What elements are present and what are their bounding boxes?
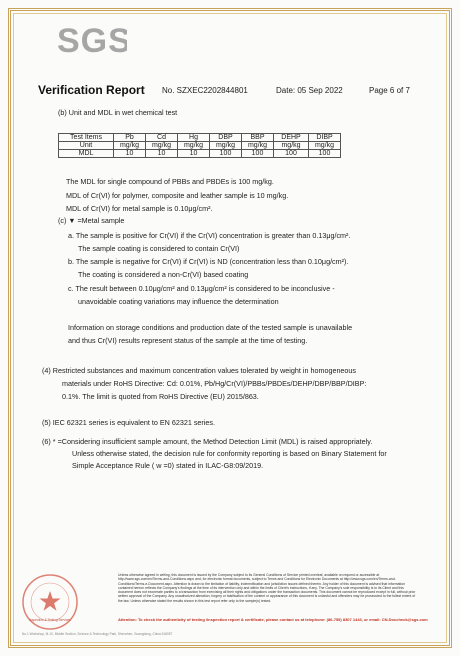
section-b-heading: (b) Unit and MDL in wet chemical test [58, 108, 178, 117]
table-row [59, 150, 341, 158]
table-cell: mg/kg [114, 142, 146, 150]
table-cell: 100 [242, 150, 274, 158]
table-row [59, 142, 341, 150]
section-c-item: unavoidable coating variations may influence the determination [78, 297, 279, 306]
table-cell: mg/kg [274, 142, 309, 150]
section-4-text: materials under RoHS Directive: Cd: 0.01%, Pb/Hg/Cr(VI)/PBBs/PBDEs/DEHP/DBP/BBP/DIBP: [62, 379, 367, 388]
section-c-item: c. The result between 0.10μg/cm² and 0.13μg/cm² is considered to be inconclusive - [68, 284, 335, 293]
info-note: Information on storage conditions and production date of the tested sample is unavailable [68, 323, 353, 332]
section-6-text: Unless otherwise stated, the decision rule for conformity reporting is based on Binary Statement for [72, 449, 387, 458]
svg-text:Inspection & Testing Services: Inspection & Testing Services [29, 618, 71, 622]
section-c-item: The coating is considered a non-Cr(VI) based coating [78, 270, 249, 279]
table-row [59, 134, 341, 142]
table-cell: 10 [146, 150, 178, 158]
section-4-text: (4) Restricted substances and maximum concentration values tolerated by weight in homogeneous [42, 366, 357, 375]
section-c-item: b. The sample is negative for Cr(VI) if Cr(VI) is ND (concentration less than 0.10μg/cm²). [68, 257, 349, 266]
table-cell: 100 [274, 150, 309, 158]
section-c-item: a. The sample is positive for Cr(VI) if the Cr(VI) concentration is greater than 0.13μg/cm². [68, 231, 351, 240]
svg-text:SGS: SGS [57, 22, 127, 56]
table-cell: Test Items [59, 134, 114, 142]
company-seal-stamp [20, 572, 80, 632]
table-cell: Hg [178, 134, 210, 142]
table-cell: DEHP [274, 134, 309, 142]
table-cell: 10 [114, 150, 146, 158]
table-cell: MDL [59, 150, 114, 158]
table-cell: Unit [59, 142, 114, 150]
info-note: and thus Cr(VI) results represent status of the sample at the time of testing. [68, 336, 308, 345]
mdl-note: MDL of Cr(VI) for polymer, composite and leather sample is 10 mg/kg. [66, 191, 289, 200]
section-6-text: (6) * =Considering insufficient sample amount, the Method Detection Limit (MDL) is raised appropriately. [42, 437, 373, 446]
footer-disclaimer: Unless otherwise agreed in writing, this document is issued by the Company subject to its General Conditions of Service printed overleaf, available on request or accessible at http://www.sgs.com/en/Terms-and-Conditions.aspx and, for electronic format documents, subject to Terms and Conditions for Electronic Documents at http://www.sgs.com/en/Terms-and-Conditions/Terms-e-Document.aspx. Attention is drawn to the limitation of liability, indemnification and jurisdiction issues defined therein. Any holder of this document is advised that information contained hereon reflects the Company's findings at the time of its intervention only and within the limits of Client's instructions, if any. The Company's sole responsibility is to its Client and this document does not exonerate parties to a transaction from exercising all their rights and obligations under the transaction documents. This document cannot be reproduced except in full, without prior written approval of the Company. Any unauthorized alteration, forgery or falsification of the content or appearance of this document is unlawful and offenders may be prosecuted to the fullest extent of the law. Unless otherwise stated the results shown in this test report refer only to the sample(s) tested. [118, 573, 416, 603]
report-number: No. SZXEC2202844801 [162, 86, 248, 95]
report-title: Verification Report [38, 83, 145, 97]
table-cell: mg/kg [146, 142, 178, 150]
section-c-heading: (c) ▼ =Metal sample [58, 216, 125, 225]
section-4-text: 0.1%. The limit is quoted from RoHS Directive (EU) 2015/863. [62, 392, 259, 401]
mdl-note: The MDL for single compound of PBBs and PBDEs is 100 mg/kg. [66, 177, 274, 186]
section-c-item: The sample coating is considered to contain Cr(VI) [78, 244, 240, 253]
table-cell: Cd [146, 134, 178, 142]
table-cell: 100 [210, 150, 242, 158]
section-5-text: (5) IEC 62321 series is equivalent to EN 62321 series. [42, 418, 215, 427]
table-cell: Pb [114, 134, 146, 142]
table-cell: mg/kg [178, 142, 210, 150]
section-6-text: Simple Acceptance Rule ( w =0) stated in ILAC-G8:09/2019. [72, 461, 264, 470]
table-cell: DBP [210, 134, 242, 142]
table-cell: mg/kg [242, 142, 274, 150]
footer-alert: Attention: To check the authenticity of testing /inspection report & certificate, please contact us at telephone: (86-755) 8307 1443, or email: CN.Doccheck@sgs.com [118, 617, 428, 622]
table-cell: BBP [242, 134, 274, 142]
sgs-logo [57, 22, 125, 54]
mdl-table [58, 133, 341, 158]
table-cell: 10 [178, 150, 210, 158]
table-cell: 100 [309, 150, 341, 158]
table-cell: mg/kg [309, 142, 341, 150]
page-number: Page 6 of 7 [369, 86, 410, 95]
table-cell: DIBP [309, 134, 341, 142]
mdl-note: MDL of Cr(VI) for metal sample is 0.10μg/cm². [66, 204, 213, 213]
table-cell: mg/kg [210, 142, 242, 150]
footer-address: No.1 Workshop, M-10, Middle Section, Science & Technology Park, Shenzhen, Guangdong, China 518057 [22, 632, 173, 636]
report-date: Date: 05 Sep 2022 [276, 86, 343, 95]
sgs-logo-mark [57, 22, 127, 56]
